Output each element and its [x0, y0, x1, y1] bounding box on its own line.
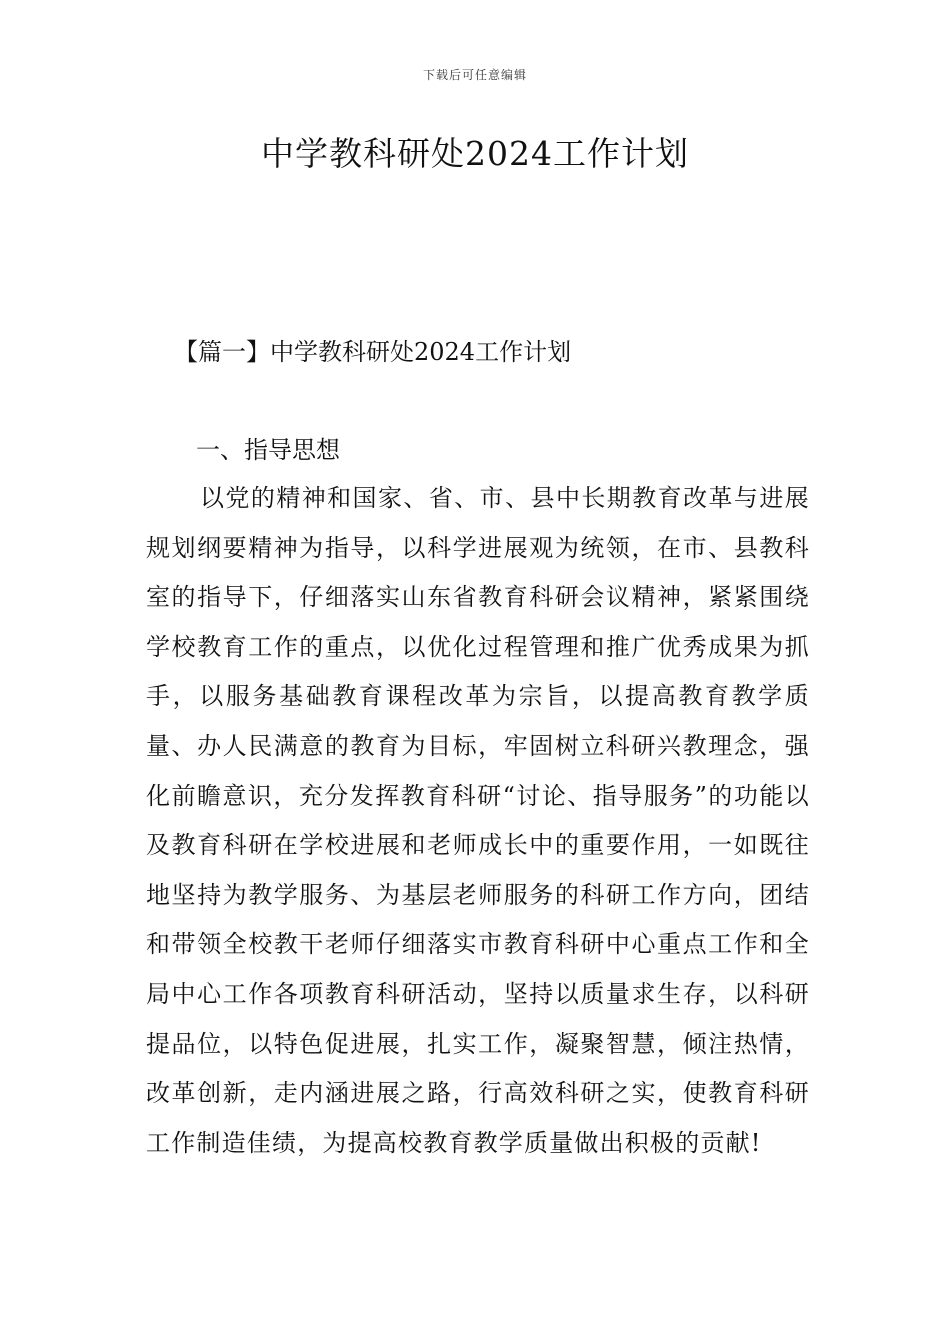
subheading-guiding-ideology: 一、指导思想 — [196, 436, 340, 464]
download-note: 下载后可任意编辑 — [422, 68, 527, 82]
body-paragraph: 以党的精神和国家、省、市、县中长期教育改革与进展规划纲要精神为指导，以科学进展观为统领，在市、县教科室的指导下，仔细落实山东省教育科研会议精神，紧紧围绕学校教育工作的重点，以优化过程管理和推广优秀成果为抓手，以服务基础教育课程改革为宗旨，以提高教育教学质量、办人民满意的教育为目标，牢固树立科研兴教理念，强化前瞻意识，充分发挥教育科研“讨论、指导服务”的功能以及教育科研在学校进展和老师成长中的重要作用，一如既往地坚持为教学服务、为基层老师服务的科研工作方向，团结和带领全校教干老师仔细落实市教育科研中心重点工作和全局中心工作各项教育科研活动，坚持以质量求生存，以科研提品位，以特色促进展，扎实工作，凝聚智慧，倾注热情，改革创新，走内涵进展之路，行高效科研之实，使教育科研工作制造佳绩，为提高校教育教学质量做出积极的贡献! — [146, 484, 810, 1157]
document-title: 中学教科研处2024工作计划 — [261, 134, 689, 173]
section-heading: 【篇一】中学教科研处2024工作计划 — [174, 338, 572, 366]
